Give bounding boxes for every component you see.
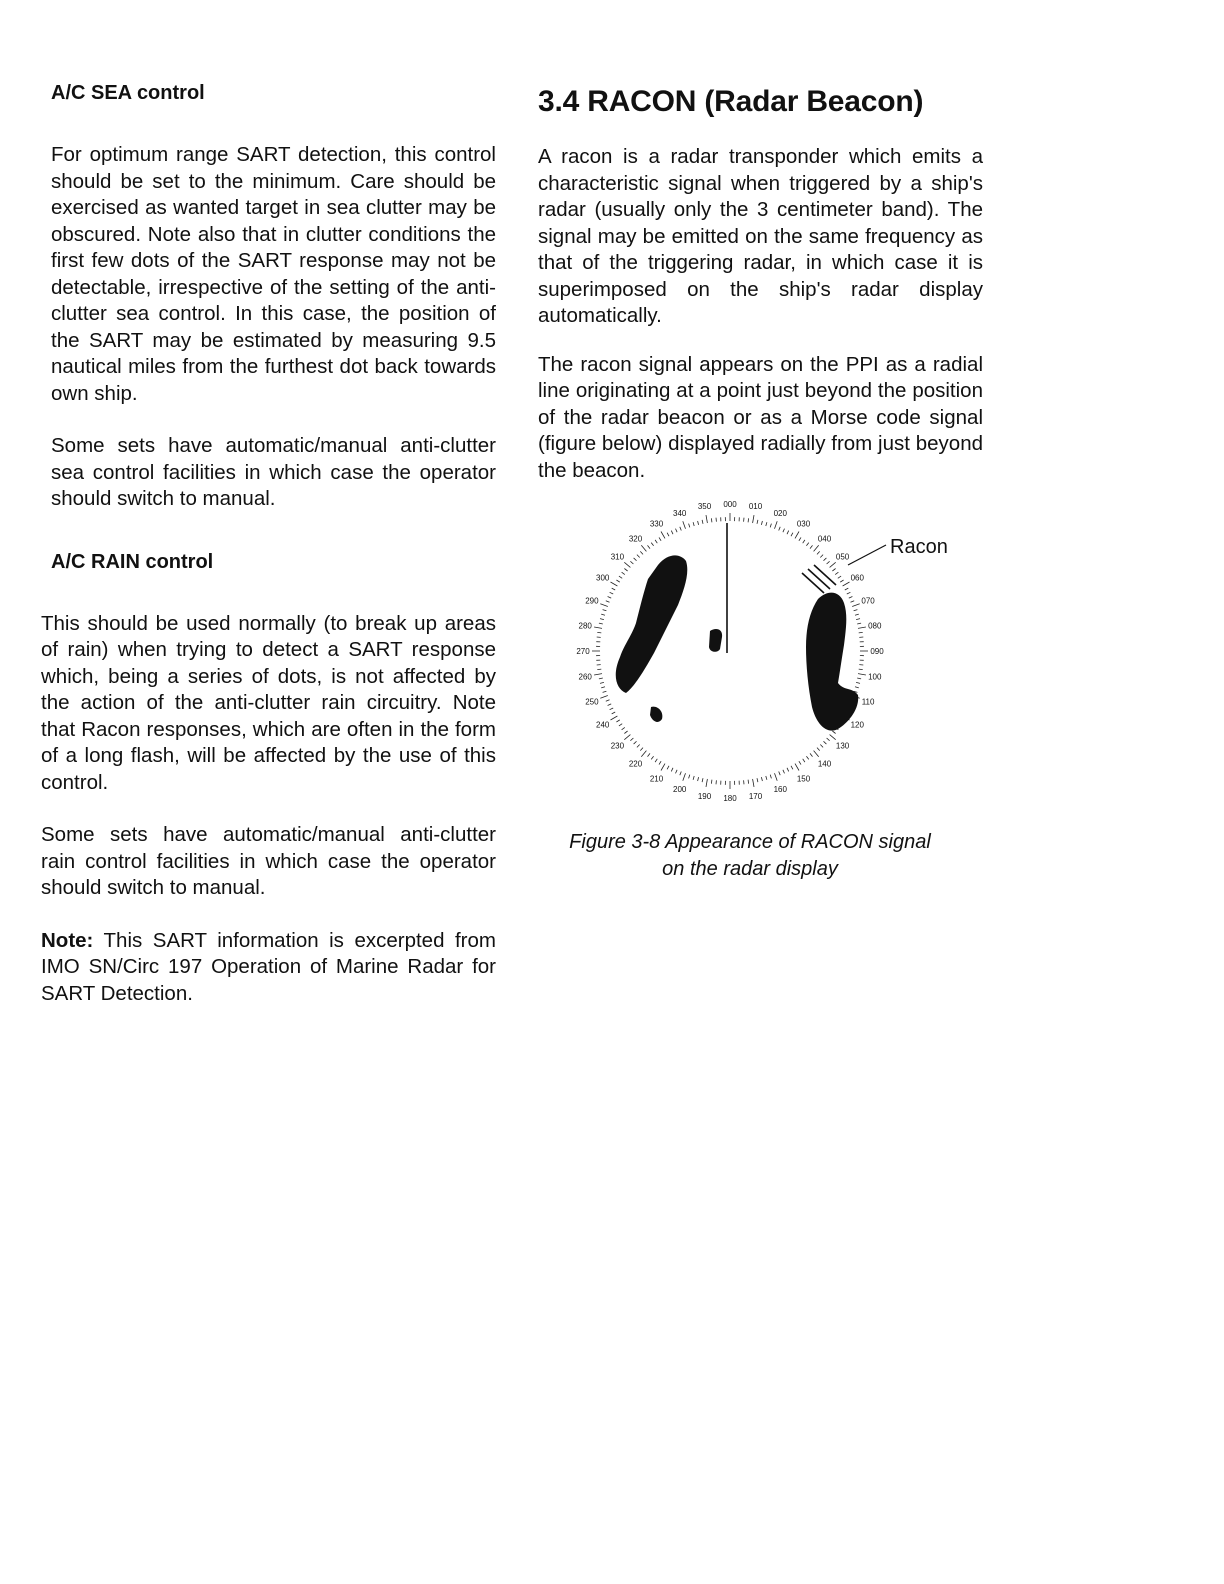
- bearing-tick: [824, 741, 827, 744]
- bearing-tick: [817, 748, 820, 751]
- bearing-tick: [854, 610, 858, 611]
- bearing-tick: [795, 764, 799, 771]
- bearing-tick: [689, 775, 690, 779]
- bearing-tick: [659, 537, 661, 540]
- bearing-tick: [766, 776, 767, 780]
- bearing-label: 120: [850, 720, 864, 730]
- bearing-label: 290: [585, 596, 599, 606]
- bearing-tick: [698, 777, 699, 781]
- note-label: Note:: [41, 928, 94, 952]
- bearing-label: 030: [796, 519, 811, 529]
- right-column: [538, 82, 983, 484]
- bearing-tick: [599, 623, 603, 624]
- bearing-tick: [600, 619, 604, 620]
- bearing-tick: [630, 561, 633, 564]
- bearing-tick: [845, 588, 849, 590]
- bearing-tick: [594, 674, 602, 675]
- bearing-label: 130: [835, 741, 850, 751]
- racon-paragraph-2: The racon signal appears on the PPI as a radial line originating at a point just beyond the position of the radar beacon or as a Morse code signal (figure below) displayed radially from just beyond the beacon.: [538, 352, 983, 482]
- bearing-tick: [597, 632, 601, 633]
- bearing-tick: [787, 531, 789, 535]
- bearing-tick: [757, 520, 758, 524]
- caption-line-2: on the radar display: [662, 858, 838, 880]
- sea-control-paragraph-2: Some sets have automatic/manual anti-clutter sea control facilities in which case the operator should switch to manual.: [51, 434, 496, 510]
- sea-control-heading: A/C SEA control: [51, 82, 205, 104]
- bearing-tick: [810, 545, 813, 548]
- bearing-label: 270: [576, 647, 590, 656]
- bearing-tick: [597, 669, 601, 670]
- bearing-tick: [683, 521, 686, 529]
- bearing-label: 080: [868, 621, 882, 631]
- bearing-tick: [693, 522, 694, 526]
- bearing-tick: [619, 576, 622, 578]
- bearing-tick: [799, 537, 801, 540]
- caption-line-1: Figure 3-8 Appearance of RACON signal: [569, 831, 931, 853]
- bearing-tick: [810, 753, 813, 756]
- bearing-label: 280: [578, 621, 592, 631]
- bearing-tick: [622, 572, 625, 574]
- bearing-tick: [851, 601, 855, 603]
- racon-pointer-line: [848, 545, 886, 565]
- bearing-label: 100: [868, 672, 882, 682]
- bearing-tick: [637, 745, 640, 748]
- land-mass-left: [616, 555, 688, 693]
- bearing-tick: [814, 545, 819, 551]
- bearing-tick: [600, 604, 608, 607]
- rain-control-heading: A/C RAIN control: [51, 550, 214, 573]
- bearing-tick: [683, 773, 686, 781]
- bearing-label: 350: [697, 502, 712, 512]
- bearing-tick: [783, 529, 785, 533]
- racon-dash-3: [814, 565, 836, 585]
- bearing-tick: [830, 562, 836, 567]
- bearing-tick: [619, 724, 622, 726]
- bearing-tick: [634, 558, 637, 561]
- bearing-label: 000: [723, 500, 737, 509]
- bearing-tick: [648, 545, 651, 548]
- bearing-label: 300: [596, 573, 610, 583]
- bearing-tick: [855, 614, 859, 615]
- bearing-label: 240: [596, 720, 610, 730]
- bearing-tick: [799, 761, 801, 764]
- bearing-tick: [676, 770, 678, 774]
- bearing-tick: [775, 773, 778, 781]
- racon-dash-2: [808, 569, 830, 589]
- bearing-tick: [748, 518, 749, 522]
- bearing-label: 330: [649, 519, 664, 529]
- bearing-tick: [820, 555, 823, 558]
- bearing-tick: [608, 597, 612, 599]
- bearing-tick: [856, 619, 860, 620]
- bearing-tick: [827, 561, 830, 564]
- bearing-tick: [611, 582, 618, 586]
- bearing-label: 340: [673, 508, 687, 518]
- bearing-label: 200: [673, 785, 687, 795]
- bearing-tick: [594, 627, 602, 628]
- racon-label: Racon: [890, 536, 948, 558]
- bearing-tick: [599, 678, 603, 679]
- bearing-tick: [661, 532, 665, 539]
- bearing-tick: [612, 588, 616, 590]
- bearing-tick: [843, 582, 850, 586]
- bearing-tick: [706, 779, 707, 787]
- bearing-tick: [671, 531, 673, 535]
- bearing-tick: [757, 778, 758, 782]
- bearing-tick: [651, 756, 653, 759]
- bearing-tick: [640, 551, 643, 554]
- bearing-label: 180: [723, 794, 737, 803]
- bearing-label: 220: [628, 759, 643, 769]
- bearing-label: 250: [585, 697, 599, 707]
- bearing-tick: [838, 576, 841, 578]
- bearing-tick: [820, 745, 823, 748]
- bearing-tick: [601, 614, 605, 615]
- figure-caption: [530, 829, 970, 883]
- bearing-tick: [779, 772, 781, 776]
- bearing-tick: [616, 580, 619, 582]
- note-text: This SART information is excerpted from IMO SN/Circ 197 Operation of Marine Radar for SART Detection.: [41, 928, 496, 1005]
- bearing-tick: [702, 778, 703, 782]
- bearing-tick: [832, 731, 835, 734]
- bearing-tick: [775, 521, 778, 529]
- bearing-tick: [659, 761, 661, 764]
- bearing-tick: [849, 597, 853, 599]
- bearing-tick: [761, 521, 762, 525]
- bearing-label: 160: [773, 785, 787, 795]
- bearing-tick: [698, 521, 699, 525]
- bearing-tick: [791, 533, 793, 537]
- bearing-tick: [817, 551, 820, 554]
- bearing-tick: [827, 738, 830, 741]
- bearing-tick: [824, 558, 827, 561]
- bearing-tick: [847, 592, 851, 594]
- bearing-tick: [680, 772, 682, 776]
- bearing-label: 230: [610, 741, 625, 751]
- radar-display-diagram: [540, 495, 980, 815]
- bearing-tick: [856, 682, 860, 683]
- bearing-label: 190: [697, 791, 712, 801]
- bearing-tick: [603, 610, 607, 611]
- bearing-tick: [787, 768, 789, 772]
- bearing-tick: [606, 601, 610, 603]
- bearing-label: 110: [861, 697, 875, 707]
- bearing-label: 210: [649, 774, 664, 784]
- bearing-label: 170: [748, 791, 763, 801]
- bearing-tick: [711, 518, 712, 522]
- bearing-tick: [641, 545, 646, 551]
- bearing-tick: [651, 543, 653, 546]
- land-mass-right: [806, 593, 858, 731]
- left-column: [41, 80, 496, 1007]
- bearing-tick: [671, 768, 673, 772]
- bearing-label: 010: [748, 502, 763, 512]
- racon-dash-1: [802, 573, 824, 593]
- bearing-tick: [835, 572, 838, 574]
- bearing-label: 260: [578, 672, 592, 682]
- section-title: 3.4 RACON (Radar Beacon): [538, 85, 924, 118]
- bearing-label: 090: [870, 647, 884, 656]
- bearing-tick: [648, 753, 651, 756]
- bearing-label: 060: [850, 573, 864, 583]
- note-paragraph: [41, 928, 496, 1008]
- bearing-label: 050: [835, 552, 850, 562]
- bearing-tick: [857, 678, 861, 679]
- bearing-tick: [610, 708, 614, 710]
- bearing-tick: [840, 580, 843, 582]
- bearing-tick: [859, 632, 863, 633]
- bearing-label: 040: [817, 534, 832, 544]
- bearing-tick: [610, 592, 614, 594]
- bearing-tick: [601, 687, 605, 688]
- bearing-tick: [783, 770, 785, 774]
- target-blip-small: [650, 707, 662, 722]
- bearing-label: 140: [817, 759, 832, 769]
- bearing-tick: [711, 780, 712, 784]
- target-blip: [709, 629, 722, 652]
- bearing-tick: [637, 555, 640, 558]
- rain-control-paragraph-2: Some sets have automatic/manual anti-clutter rain control facilities in which case the operator should switch to manual.: [41, 823, 496, 899]
- bearing-tick: [624, 731, 627, 734]
- bearing-tick: [634, 741, 637, 744]
- bearing-tick: [612, 712, 616, 714]
- bearing-tick: [608, 704, 612, 706]
- bearing-tick: [655, 759, 657, 762]
- bearing-tick: [766, 522, 767, 526]
- bearing-tick: [830, 735, 836, 740]
- bearing-tick: [859, 669, 863, 670]
- bearing-tick: [806, 756, 808, 759]
- bearing-tick: [624, 562, 630, 567]
- bearing-tick: [753, 515, 754, 523]
- racon-paragraph-1: A racon is a radar transponder which emits a characteristic signal when triggered by a ship's radar (usually only the 3 centimeter band). The signal may be emitted on the same frequency as that of the triggering radar, in which case it is superimposed on the ship's radar display automatically.: [538, 145, 983, 327]
- bearing-tick: [770, 775, 771, 779]
- bearing-tick: [600, 682, 604, 683]
- bearing-label: 070: [861, 596, 875, 606]
- bearing-tick: [753, 779, 754, 787]
- bearing-tick: [606, 700, 610, 702]
- bearing-tick: [761, 777, 762, 781]
- bearing-tick: [770, 524, 771, 528]
- bearing-tick: [600, 696, 608, 699]
- bearing-tick: [676, 529, 678, 533]
- bearing-tick: [624, 735, 630, 740]
- bearing-tick: [855, 687, 859, 688]
- bearing-tick: [630, 738, 633, 741]
- bearing-tick: [814, 751, 819, 757]
- bearing-tick: [622, 727, 625, 729]
- bearing-tick: [655, 540, 657, 543]
- bearing-tick: [858, 627, 866, 628]
- bearing-tick: [748, 780, 749, 784]
- bearing-tick: [857, 623, 861, 624]
- rain-control-paragraph: This should be used normally (to break up areas of rain) when trying to detect a SART response which, being a series of dots, is not affected by the action of the anti-clutter rain circuitry. Note that Racon responses, which are often in the form of a long flash, will be affected by the use of this control.: [41, 611, 496, 794]
- bearing-tick: [611, 716, 618, 720]
- sea-control-paragraph: For optimum range SART detection, this control should be set to the minimum. Care should be exercised as wanted target in sea clutter may be obscured. Note also that in clutter conditions the first few dots of the SART response may not be detectable, irrespective of the setting of the anti-clutter sea control. In this case, the position of the SART may be estimated by measuring 9.5 nautical miles from the furthest dot back towards own ship.: [51, 143, 496, 405]
- bearing-tick: [667, 533, 669, 537]
- bearing-tick: [795, 532, 799, 539]
- bearing-tick: [693, 776, 694, 780]
- bearing-tick: [779, 527, 781, 531]
- bearing-tick: [616, 720, 619, 722]
- bearing-tick: [806, 543, 808, 546]
- bearing-tick: [706, 515, 707, 523]
- bearing-label: 320: [628, 534, 643, 544]
- bearing-tick: [689, 524, 690, 528]
- bearing-tick: [640, 748, 643, 751]
- bearing-label: 310: [610, 552, 625, 562]
- radar-figure: [540, 495, 980, 815]
- bearing-tick: [603, 691, 607, 692]
- bearing-tick: [803, 540, 805, 543]
- bearing-label: 150: [796, 774, 811, 784]
- bearing-tick: [791, 766, 793, 770]
- bearing-tick: [624, 569, 627, 572]
- bearing-tick: [803, 759, 805, 762]
- bearing-tick: [680, 527, 682, 531]
- bearing-label: 020: [773, 508, 787, 518]
- bearing-tick: [641, 751, 646, 757]
- bearing-tick: [832, 569, 835, 572]
- bearing-tick: [667, 766, 669, 770]
- bearing-tick: [858, 674, 866, 675]
- bearing-tick: [852, 604, 860, 607]
- bearing-tick: [661, 764, 665, 771]
- bearing-tick: [702, 520, 703, 524]
